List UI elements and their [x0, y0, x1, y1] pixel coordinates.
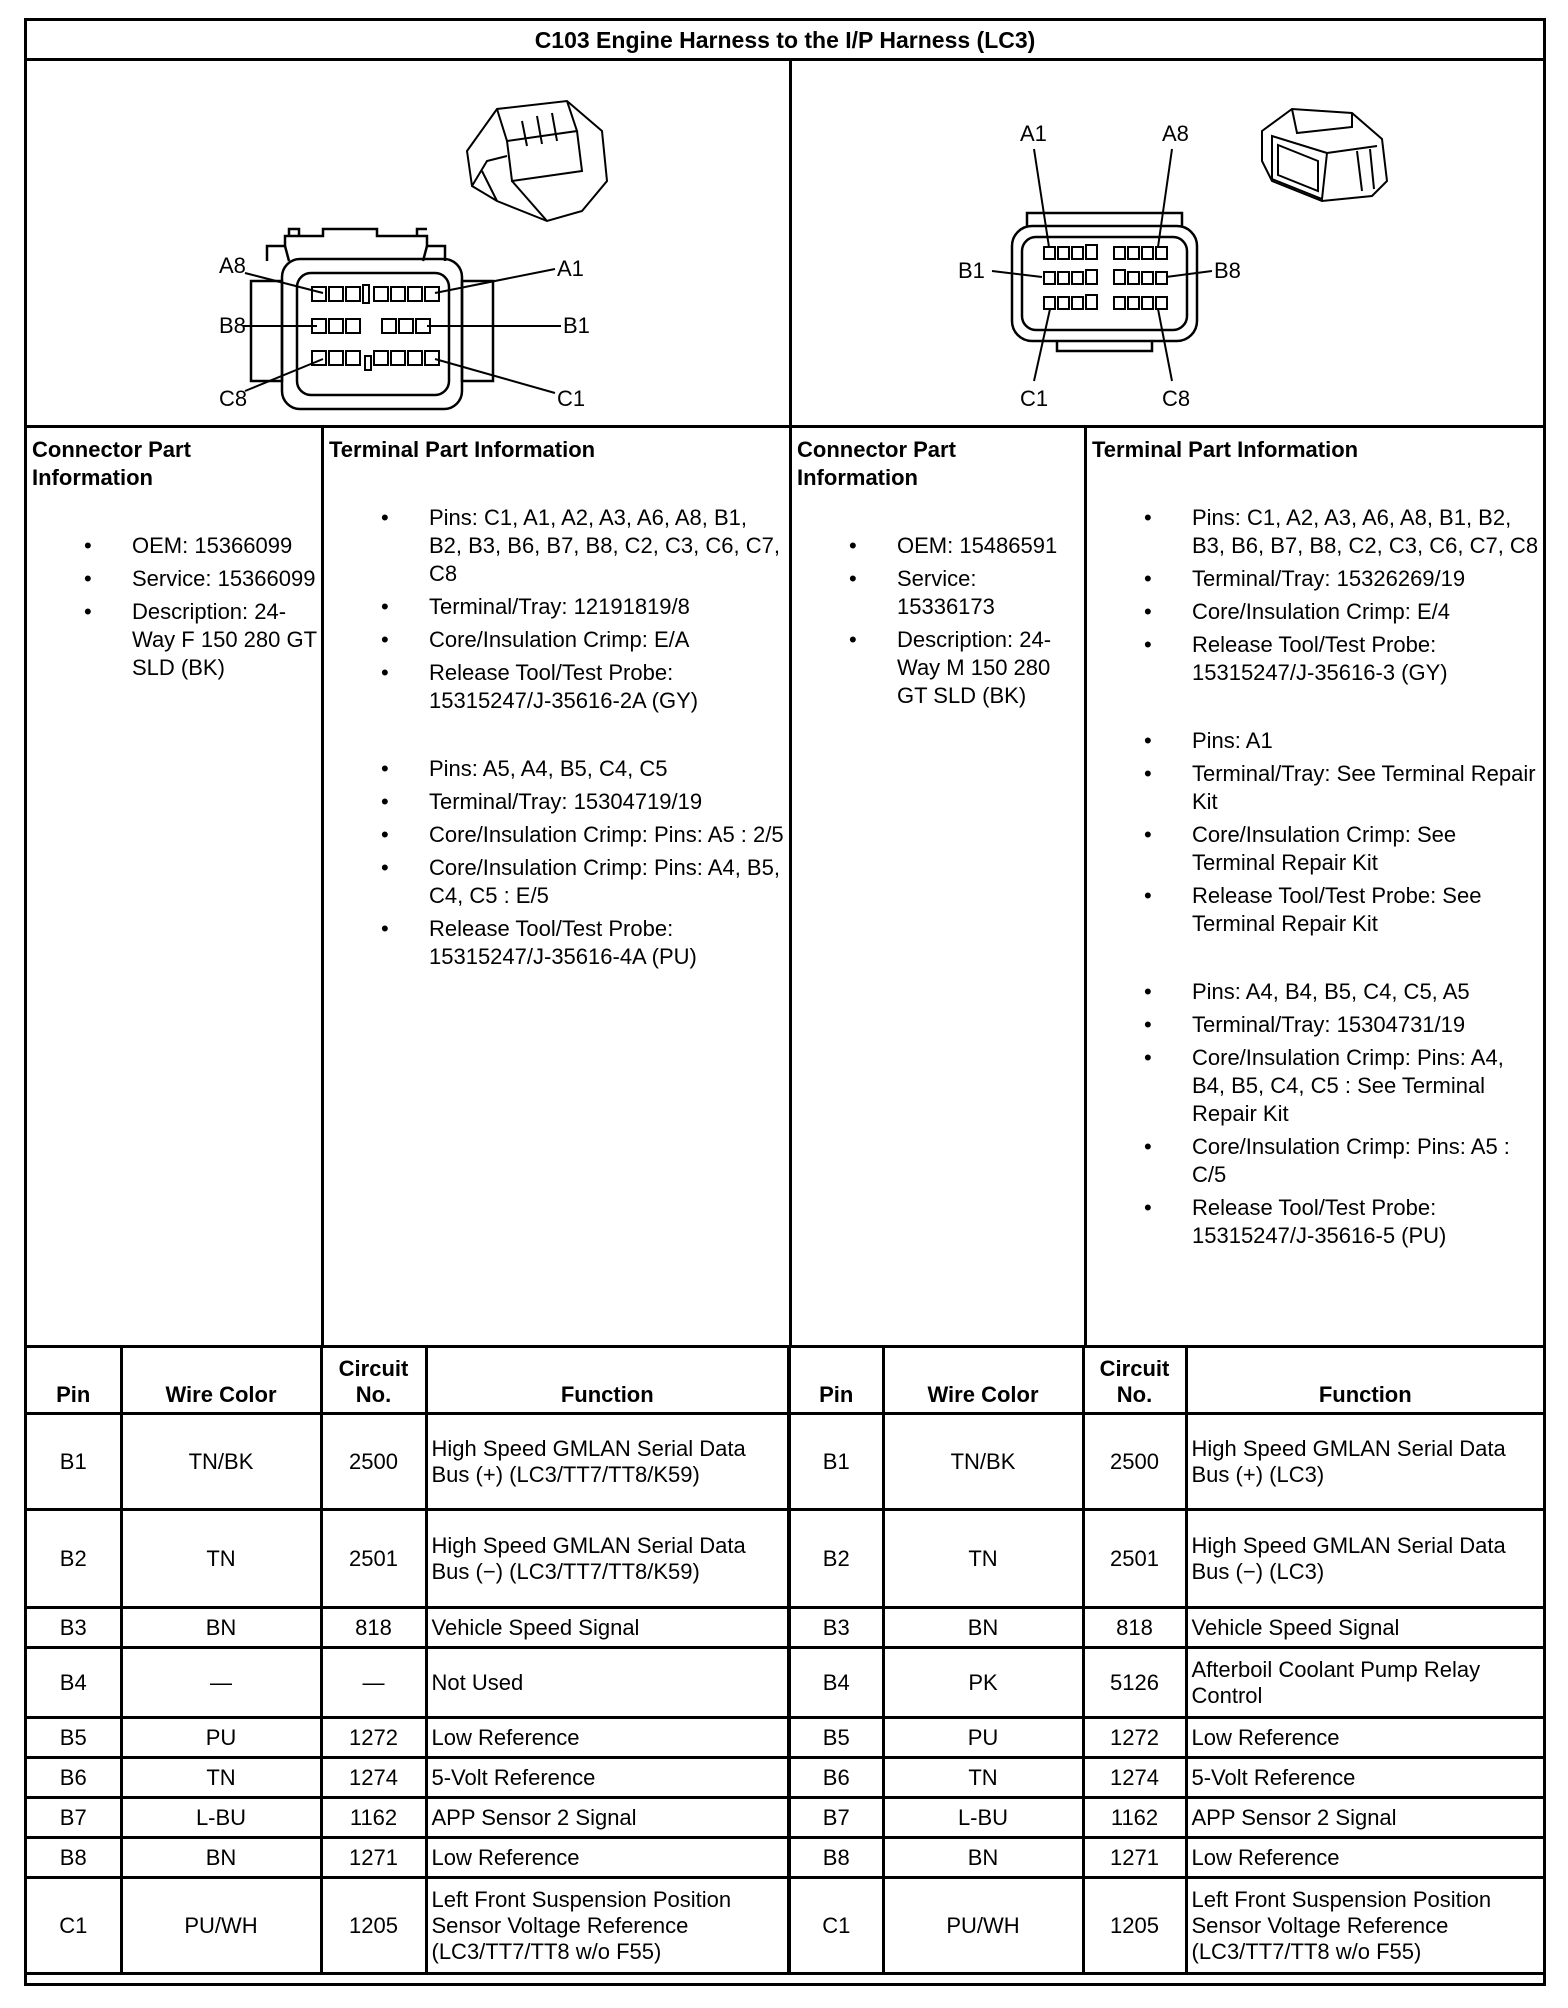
cell-pin: C1: [789, 1878, 883, 1974]
cell-circuit: 1162: [1083, 1798, 1186, 1838]
cell-function: Low Reference: [1186, 1838, 1543, 1878]
cell-circuit: 818: [1083, 1608, 1186, 1648]
cell-wire: TN: [121, 1758, 321, 1798]
list-item: • Pins: A1: [1092, 727, 1539, 755]
male-connector-drawing: [792, 61, 1543, 425]
label-c8: C8: [219, 386, 248, 411]
col-header-circuit: Circuit No.: [1083, 1348, 1186, 1414]
cell-wire: PU: [121, 1718, 321, 1758]
right-terminal-info: [1087, 428, 1543, 1345]
cell-function: Left Front Suspension Position Sensor Voltage Reference (LC3/TT7/TT8 w/o F55): [1186, 1878, 1543, 1974]
label-b8: B8: [219, 313, 246, 338]
label-c1: C1: [557, 386, 586, 411]
cell-pin: C1: [27, 1878, 121, 1974]
connector-images: [27, 61, 1543, 428]
list-item: • Pins: C1, A1, A2, A3, A6, A8, B1, B2, B3, B6, B7, B8, C2, C3, C6, C7, C8: [329, 504, 785, 588]
cell-wire: L-BU: [883, 1798, 1083, 1838]
cell-wire: TN: [121, 1510, 321, 1608]
cell-pin: B2: [27, 1510, 121, 1608]
cell-wire: L-BU: [121, 1798, 321, 1838]
list-item: • Core/Insulation Crimp: Pins: A4, B4, B5, C4, C5 : See Terminal Repair Kit: [1092, 1044, 1539, 1128]
right-connector-info: [792, 428, 1084, 1345]
list-item: • Terminal/Tray: 15304731/19: [1092, 1011, 1539, 1039]
cell-pin: B4: [789, 1648, 883, 1718]
col-header-pin: Pin: [789, 1348, 883, 1414]
list-item: • Release Tool/Test Probe: See Terminal Repair Kit: [1092, 882, 1539, 938]
cell-wire: BN: [883, 1608, 1083, 1648]
table-row: [27, 1414, 1543, 1510]
cell-wire: BN: [883, 1838, 1083, 1878]
male-connector-figure: [792, 61, 1543, 425]
cell-function: High Speed GMLAN Serial Data Bus (+) (LC3): [1186, 1414, 1543, 1510]
cell-function: Vehicle Speed Signal: [426, 1608, 789, 1648]
label-a1: A1: [557, 256, 584, 281]
page-title: C103 Engine Harness to the I/P Harness (LC3): [27, 21, 1543, 61]
table-row: [27, 1838, 1543, 1878]
cell-circuit: 818: [321, 1608, 426, 1648]
cell-wire: PK: [883, 1648, 1083, 1718]
list-item: • OEM: 15366099: [32, 532, 317, 560]
male-connector-iso-view: [1262, 109, 1387, 201]
cell-circuit: 1205: [321, 1878, 426, 1974]
female-connector-figure: [27, 61, 789, 425]
cell-function: APP Sensor 2 Signal: [1186, 1798, 1543, 1838]
list-item: • Core/Insulation Crimp: Pins: A4, B5, C4, C5 : E/5: [329, 854, 785, 910]
cell-wire: TN/BK: [121, 1414, 321, 1510]
cell-function: Low Reference: [426, 1838, 789, 1878]
cell-circuit: 1271: [321, 1838, 426, 1878]
female-connector-drawing: [27, 61, 789, 425]
cell-pin: B7: [27, 1798, 121, 1838]
list-item: • Pins: A5, A4, B5, C4, C5: [329, 755, 785, 783]
left-terminal-header: Terminal Part Information: [329, 437, 596, 462]
list-item: • Core/Insulation Crimp: See Terminal Repair Kit: [1092, 821, 1539, 877]
cell-function: Left Front Suspension Position Sensor Voltage Reference (LC3/TT7/TT8 w/o F55): [426, 1878, 789, 1974]
list-item: • Description: 24-Way F 150 280 GT SLD (BK): [32, 598, 317, 682]
cell-circuit: 1205: [1083, 1878, 1186, 1974]
cell-wire: TN: [883, 1758, 1083, 1798]
cell-function: Low Reference: [1186, 1718, 1543, 1758]
female-connector-face: [251, 229, 493, 409]
left-terminal-info: [324, 428, 789, 1345]
cell-pin: B7: [789, 1798, 883, 1838]
label-b1: B1: [563, 313, 590, 338]
list-item: • Terminal/Tray: 12191819/8: [329, 593, 785, 621]
cell-wire: BN: [121, 1838, 321, 1878]
connector-sheet: [24, 18, 1546, 1986]
list-item: • Service: 15336173: [797, 565, 1080, 621]
cell-pin: B6: [27, 1758, 121, 1798]
cell-wire: —: [121, 1648, 321, 1718]
list-item: • Release Tool/Test Probe: 15315247/J-35616-5 (PU): [1092, 1194, 1539, 1250]
cell-pin: B3: [789, 1608, 883, 1648]
label-a8: A8: [1162, 121, 1189, 146]
list-item: • Core/Insulation Crimp: Pins: A5 : C/5: [1092, 1133, 1539, 1189]
left-connector-info: [27, 428, 321, 1345]
cell-function: High Speed GMLAN Serial Data Bus (+) (LC3/TT7/TT8/K59): [426, 1414, 789, 1510]
cell-circuit: 1162: [321, 1798, 426, 1838]
list-item: • Terminal/Tray: See Terminal Repair Kit: [1092, 760, 1539, 816]
cell-wire: TN: [883, 1510, 1083, 1608]
cell-function: Afterboil Coolant Pump Relay Control: [1186, 1648, 1543, 1718]
female-connector-iso-view: [467, 101, 607, 221]
list-item: • Release Tool/Test Probe: 15315247/J-35616-4A (PU): [329, 915, 785, 971]
label-b1: B1: [958, 258, 985, 283]
cell-circuit: 2501: [1083, 1510, 1186, 1608]
cell-circuit: 1274: [1083, 1758, 1186, 1798]
label-a1: A1: [1020, 121, 1047, 146]
list-item: • Pins: A4, B4, B5, C4, C5, A5: [1092, 978, 1539, 1006]
col-header-circuit: Circuit No.: [321, 1348, 426, 1414]
table-row: [27, 1758, 1543, 1798]
list-item: • OEM: 15486591: [797, 532, 1080, 560]
label-c8: C8: [1162, 386, 1191, 411]
cell-pin: B1: [27, 1414, 121, 1510]
right-terminal-header: Terminal Part Information: [1092, 437, 1359, 462]
cell-circuit: 5126: [1083, 1648, 1186, 1718]
male-connector-face: [1012, 213, 1197, 351]
col-header-function: Function: [426, 1348, 789, 1414]
cell-circuit: 1272: [1083, 1718, 1186, 1758]
list-item: • Core/Insulation Crimp: Pins: A5 : 2/5: [329, 821, 785, 849]
cell-wire: PU/WH: [121, 1878, 321, 1974]
cell-wire: TN/BK: [883, 1414, 1083, 1510]
cell-function: High Speed GMLAN Serial Data Bus (−) (LC3): [1186, 1510, 1543, 1608]
cell-function: 5-Volt Reference: [426, 1758, 789, 1798]
cell-function: High Speed GMLAN Serial Data Bus (−) (LC3/TT7/TT8/K59): [426, 1510, 789, 1608]
cell-function: Low Reference: [426, 1718, 789, 1758]
right-connector-header: Connector Part Information: [797, 437, 956, 490]
list-item: • Core/Insulation Crimp: E/4: [1092, 598, 1539, 626]
cell-circuit: 2500: [321, 1414, 426, 1510]
list-item: • Release Tool/Test Probe: 15315247/J-35616-2A (GY): [329, 659, 785, 715]
cell-circuit: 1274: [321, 1758, 426, 1798]
table-row: [27, 1718, 1543, 1758]
cell-pin: B8: [27, 1838, 121, 1878]
list-item: • Terminal/Tray: 15326269/19: [1092, 565, 1539, 593]
cell-circuit: —: [321, 1648, 426, 1718]
label-c1: C1: [1020, 386, 1049, 411]
cell-wire: BN: [121, 1608, 321, 1648]
list-item: • Description: 24-Way M 150 280 GT SLD (BK): [797, 626, 1080, 710]
col-header-wire: Wire Color: [883, 1348, 1083, 1414]
cell-function: Not Used: [426, 1648, 789, 1718]
cell-function: 5-Volt Reference: [1186, 1758, 1543, 1798]
table-row: [27, 1798, 1543, 1838]
col-header-pin: Pin: [27, 1348, 121, 1414]
table-row: [27, 1510, 1543, 1608]
list-item: • Core/Insulation Crimp: E/A: [329, 626, 785, 654]
cell-pin: B6: [789, 1758, 883, 1798]
cell-wire: PU/WH: [883, 1878, 1083, 1974]
label-b8: B8: [1214, 258, 1241, 283]
cell-function: APP Sensor 2 Signal: [426, 1798, 789, 1838]
cell-pin: B2: [789, 1510, 883, 1608]
left-connector-header: Connector Part Information: [32, 437, 191, 490]
cell-wire: PU: [883, 1718, 1083, 1758]
pin-table: [27, 1348, 1543, 1975]
cell-circuit: 1271: [1083, 1838, 1186, 1878]
cell-pin: B1: [789, 1414, 883, 1510]
table-header-row: [27, 1348, 1543, 1414]
label-a8: A8: [219, 253, 246, 278]
cell-pin: B8: [789, 1838, 883, 1878]
list-item: • Service: 15366099: [32, 565, 317, 593]
cell-circuit: 2501: [321, 1510, 426, 1608]
table-row: [27, 1878, 1543, 1974]
col-header-function: Function: [1186, 1348, 1543, 1414]
cell-pin: B4: [27, 1648, 121, 1718]
part-information: [27, 428, 1543, 1348]
cell-circuit: 2500: [1083, 1414, 1186, 1510]
list-item: • Release Tool/Test Probe: 15315247/J-35616-3 (GY): [1092, 631, 1539, 687]
cell-function: Vehicle Speed Signal: [1186, 1608, 1543, 1648]
cell-pin: B5: [27, 1718, 121, 1758]
list-item: • Pins: C1, A2, A3, A6, A8, B1, B2, B3, B6, B7, B8, C2, C3, C6, C7, C8: [1092, 504, 1539, 560]
cell-pin: B5: [789, 1718, 883, 1758]
table-row: [27, 1608, 1543, 1648]
list-item: • Terminal/Tray: 15304719/19: [329, 788, 785, 816]
col-header-wire: Wire Color: [121, 1348, 321, 1414]
cell-circuit: 1272: [321, 1718, 426, 1758]
table-row: [27, 1648, 1543, 1718]
cell-pin: B3: [27, 1608, 121, 1648]
